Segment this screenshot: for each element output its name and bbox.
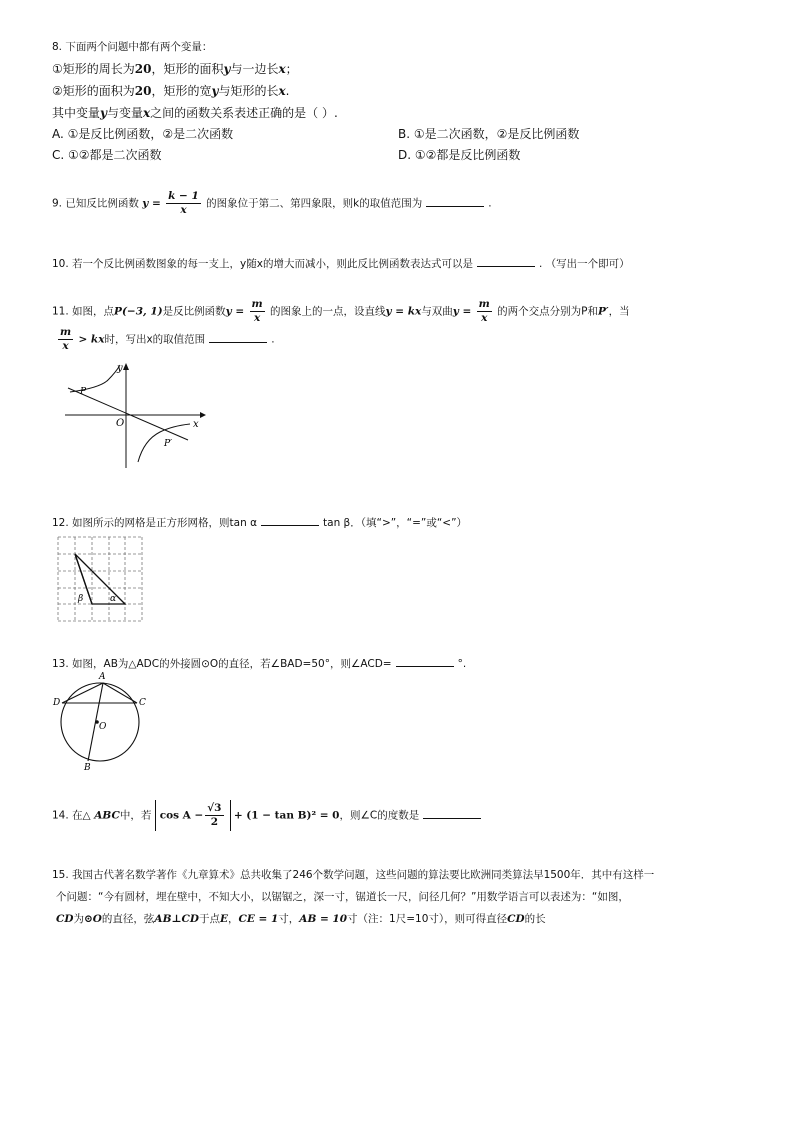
q11-label-o: O [116,418,125,429]
q12-answer-blank [261,515,319,526]
q13-chord-ac [103,683,137,703]
q11-label-p: P [80,387,87,397]
q13-label-o: O [99,722,107,732]
q10: 10. 若一个反比例函数图象的每一支上，y随x的增大而减小，则此反比例函数表达式可以是 . （写出一个即可） [52,258,630,270]
q8-item1: ①矩形的周长为20，矩形的面积y与一边长x； [52,62,298,76]
q11-label-pprime: P′ [164,439,173,449]
q8-option-c: C. ①②都是二次函数 [52,148,162,162]
q13-chord-ad [62,683,103,703]
q14: 14. 在△ ABC中，若 cos A − $\frac{√3}{2}$ + (1 − tan B)² = 0，则∠C的度数是 [52,800,485,831]
q9: 9. 已知反比例函数 y = $\frac{k - 1}{x}$ 的图象位于第二、第四象限，则k的取值范围为 . [52,190,492,216]
q12-label-alpha: α [110,594,117,604]
q9-answer-blank [426,196,484,207]
q11-hyperbola-upper [70,365,120,392]
q8-option-a: A. ①是反比例函数，②是二次函数 [52,127,234,141]
q14-answer-blank [423,808,481,819]
q11-label-x: x [193,419,199,430]
q13: 13. 如图，AB为△ADC的外接圆⊙O的直径，若∠BAD=50°，则∠ACD= °. [52,658,467,670]
q15-line1: 15. 我国古代著名数学著作《九章算术》总共收集了246个数学问题，这些问题的算法要比欧洲同类算法早1500年．其中有这样一 [52,869,655,881]
q13-label-a: A [99,672,106,682]
q8-stem: 8. 下面两个问题中都有两个变量： [52,41,213,53]
q11-label-y: y [117,363,123,374]
q11-line1: 11. 如图，点P(−3, 1)是反比例函数y = $\frac{m}{x}$ 的图象上的一点，设直线y = kx与双曲y = $\frac{m}{x}$ 的两个交点分别为P和P′，当 [52,298,630,324]
q8-option-b: B. ①是二次函数，②是反比例函数 [398,127,580,141]
q12-label-beta: β [78,594,84,604]
q8-item2: ②矩形的面积为20，矩形的宽y与矩形的长x. [52,84,290,98]
q15-line2: 个问题：“今有圆材，埋在壁中，不知大小，以锯锯之，深一寸，锯道长一尺，问径几何？”用数学语言可以表述为：“如图， [56,891,629,903]
q13-label-b: B [84,763,91,772]
q13-circle-figure [50,668,150,772]
q12-grid-figure [56,535,146,625]
q11-figure [60,360,210,475]
q11-line2: $\frac{m}{x}$ > kx时，写出x的取值范围 . [60,326,275,352]
q11-answer-blank [209,332,267,343]
q12: 12. 如图所示的网格是正方形网格，则tan α tan β．（填“>”，“=”或“<”） [52,517,468,529]
q15-line3: CD为⊙O的直径，弦AB⊥CD于点E，CE = 1寸，AB = 10寸（注：1尺=10寸），则可得直径CD的长 [56,913,546,925]
q8-option-d: D. ①②都是反比例函数 [398,148,521,162]
q11-y-arrow [123,363,129,370]
q13-answer-blank [396,656,454,667]
q10-answer-blank [477,256,535,267]
q8-question: 其中变量y与变量x之间的函数关系表述正确的是（ ）. [52,106,338,120]
q13-label-c: C [139,698,146,708]
q13-label-d: D [53,698,61,708]
q11-x-arrow [200,412,206,418]
